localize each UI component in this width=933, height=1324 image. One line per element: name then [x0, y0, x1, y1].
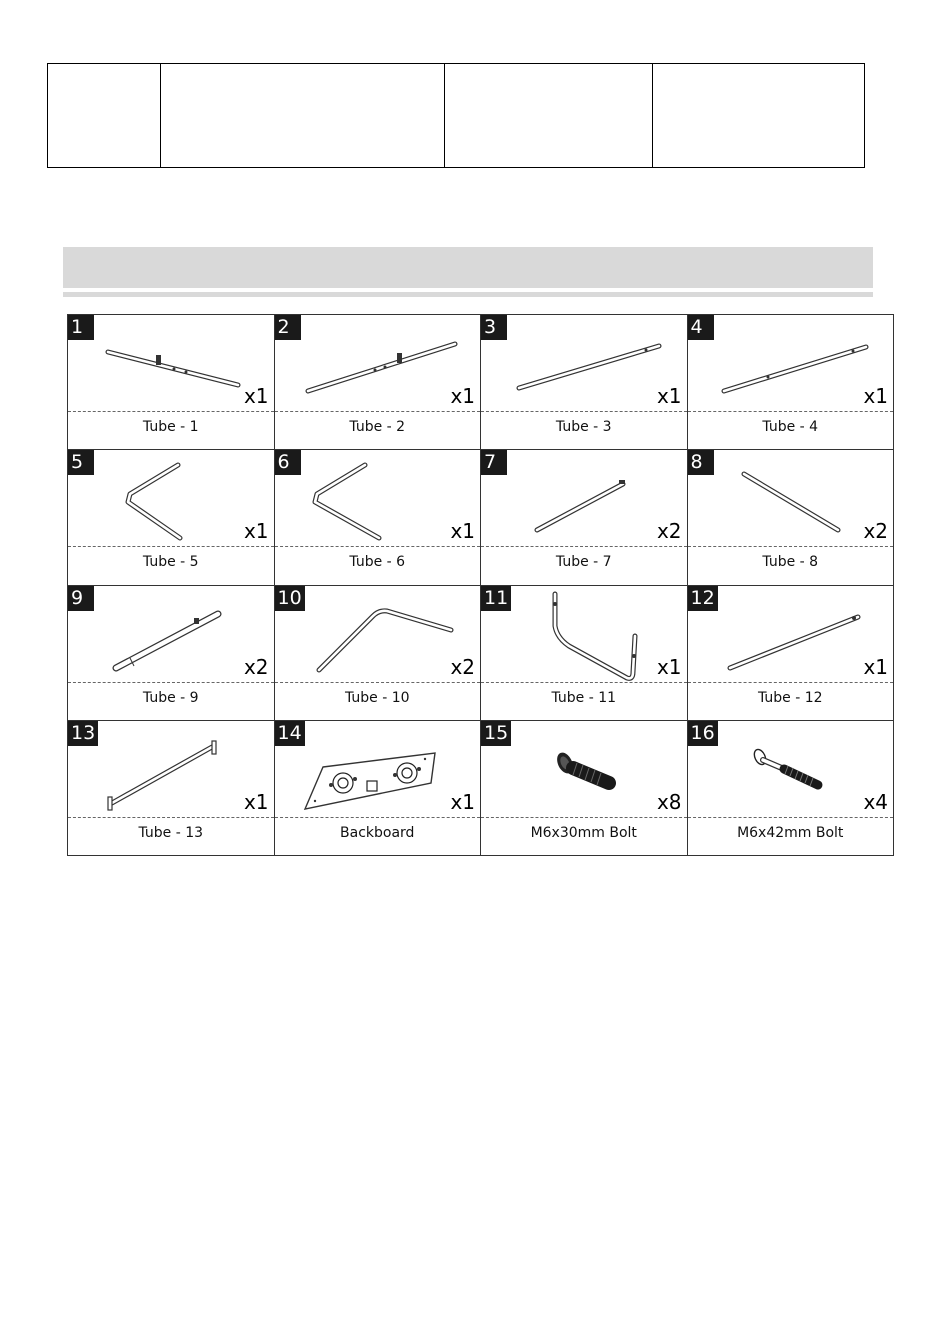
part-cell — [481, 586, 688, 721]
dashed-divider — [275, 546, 481, 547]
part-number: 10 — [275, 586, 305, 611]
part-quantity: x1 — [243, 789, 269, 814]
part-cell — [481, 450, 688, 585]
part-name: Tube - 4 — [762, 419, 819, 435]
part-quantity: x1 — [243, 384, 269, 408]
part-cell — [688, 450, 895, 585]
part-name: Tube - 3 — [555, 419, 612, 435]
dashed-divider — [481, 546, 687, 547]
dashed-divider — [688, 682, 894, 683]
part-number: 1 — [68, 315, 94, 340]
dashed-divider — [68, 546, 274, 547]
part-name: Tube - 10 — [344, 689, 410, 706]
part-quantity: x1 — [863, 384, 888, 408]
part-number: 15 — [481, 721, 511, 746]
part-cell — [275, 315, 482, 450]
dashed-divider — [275, 817, 481, 818]
part-cell — [688, 721, 895, 856]
part-name: Tube - 13 — [138, 824, 204, 841]
dashed-divider — [68, 817, 274, 818]
part-cell — [481, 721, 688, 856]
part-name: Tube - 2 — [349, 419, 406, 435]
part-cell — [68, 721, 275, 856]
part-name: Backboard — [340, 824, 415, 841]
part-name: Tube - 11 — [551, 689, 617, 706]
dashed-divider — [481, 411, 687, 412]
dashed-divider — [481, 682, 687, 683]
part-quantity: x1 — [656, 654, 682, 679]
parts-list-grid — [67, 314, 894, 856]
header-table — [47, 63, 865, 168]
dashed-divider — [68, 411, 274, 412]
part-quantity: x2 — [656, 519, 682, 544]
dashed-divider — [275, 682, 481, 683]
part-number: 8 — [688, 450, 714, 475]
dashed-divider — [68, 682, 274, 683]
part-name: Tube - 9 — [142, 689, 199, 706]
part-number: 14 — [275, 721, 305, 746]
header-table-cell — [161, 64, 445, 168]
part-number: 6 — [275, 450, 301, 475]
part-quantity: x8 — [656, 789, 682, 814]
part-cell — [688, 586, 895, 721]
part-number: 12 — [688, 586, 718, 611]
dashed-divider — [275, 411, 481, 412]
part-name: M6x42mm Bolt — [737, 824, 844, 841]
part-number: 2 — [275, 315, 301, 340]
part-name: Tube - 1 — [142, 419, 199, 435]
part-cell — [275, 450, 482, 585]
part-name: Tube - 7 — [555, 554, 612, 571]
part-name: M6x30mm Bolt — [530, 824, 637, 841]
part-number: 16 — [688, 721, 718, 746]
part-number: 3 — [481, 315, 507, 340]
part-name: Tube - 5 — [142, 554, 199, 571]
part-quantity: x2 — [450, 654, 475, 679]
header-table-cell — [445, 64, 653, 168]
part-cell — [275, 721, 482, 856]
section-header-bar — [63, 247, 873, 288]
part-name: Tube - 12 — [757, 689, 823, 706]
part-quantity: x4 — [863, 789, 888, 814]
part-cell — [68, 450, 275, 585]
part-quantity: x1 — [863, 654, 888, 679]
part-quantity: x1 — [656, 384, 682, 408]
part-quantity: x2 — [243, 654, 269, 679]
dashed-divider — [688, 817, 894, 818]
part-name: Tube - 8 — [762, 554, 819, 571]
header-table-cell — [653, 64, 865, 168]
part-quantity: x2 — [863, 519, 888, 544]
part-quantity: x1 — [450, 384, 475, 408]
part-number: 4 — [688, 315, 714, 340]
part-cell — [688, 315, 895, 450]
dashed-divider — [481, 817, 687, 818]
part-number: 13 — [68, 721, 98, 746]
part-quantity: x1 — [450, 789, 475, 814]
part-number: 7 — [481, 450, 507, 475]
part-number: 5 — [68, 450, 94, 475]
part-number: 11 — [481, 586, 511, 611]
part-cell — [275, 586, 482, 721]
header-table-cell — [48, 64, 161, 168]
part-quantity: x1 — [243, 519, 269, 544]
part-cell — [481, 315, 688, 450]
part-cell — [68, 586, 275, 721]
part-cell — [68, 315, 275, 450]
dashed-divider — [688, 411, 894, 412]
dashed-divider — [688, 546, 894, 547]
section-divider — [63, 292, 873, 297]
part-name: Tube - 6 — [349, 554, 406, 571]
part-number: 9 — [68, 586, 94, 611]
part-quantity: x1 — [450, 519, 475, 544]
